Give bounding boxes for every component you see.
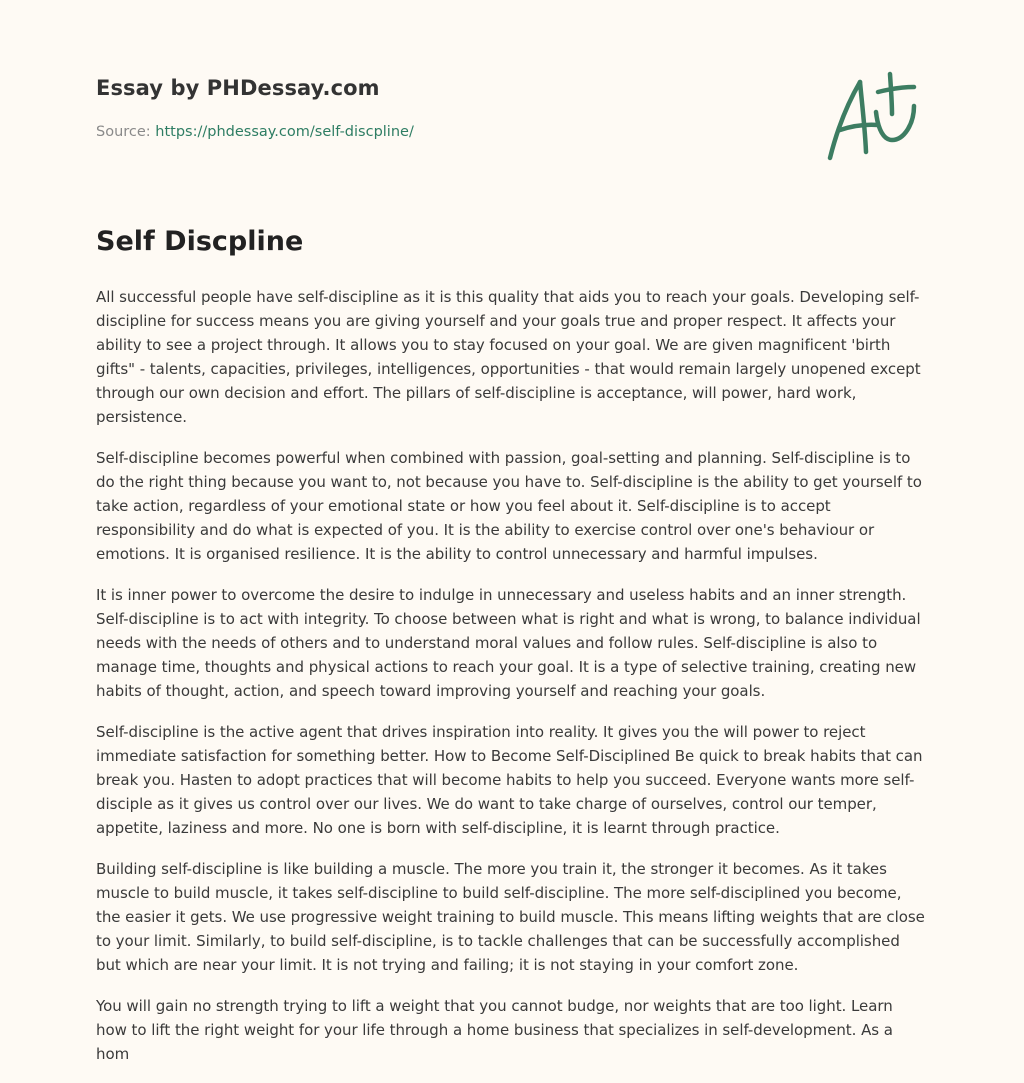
source-link[interactable]: https://phdessay.com/self-discpline/ xyxy=(155,124,414,140)
site-title: Essay by PHDessay.com xyxy=(96,76,380,100)
essay-body xyxy=(96,285,928,1083)
logo-plus-vertical xyxy=(890,74,892,114)
essay-title: Self Discpline xyxy=(96,226,304,257)
essay-paragraph-1: All successful people have self-discipline as it is this quality that aids you to reach your goals. Developing self-discipline for success means you are giving yourself and your goals true and proper respect. It affects your ability to see a project through. It allows you to stay focused on your goal. We are given magnificent 'birth gifts" - talents, capacities, privileges, intelligences, opportunities - that would remain largely unopened except through our own decision and effort. The pillars of self-discipline is acceptance, will power, hard work, persistence. xyxy=(96,288,921,426)
essay-paragraph-2: Self-discipline becomes powerful when combined with passion, goal-setting and planning. Self-discipline is to do the right thing because you want to, not because you have to. Self-discipline is the ability to get yourself to take action, regardless of your emotional state or how you feel about it. Self-discipline is to accept responsibility and do what is expected of you. It is the ability to exercise control over one's behaviour or emotions. It is organised resilience. It is the ability to control unnecessary and harmful impulses. xyxy=(96,449,922,563)
logo-a-left-stroke xyxy=(830,82,860,158)
essay-paragraph-6: You will gain no strength trying to lift a weight that you cannot budge, nor weights that are too light. Learn how to lift the right weight for your life through a home business that specializes in self-development. As a hom xyxy=(96,997,893,1063)
essay-paragraph-4: Self-discipline is the active agent that drives inspiration into reality. It gives you the will power to reject immediate satisfaction for something better. How to Become Self-Disciplined Be quick to break habits that can break you. Hasten to adopt practices that will become habits to help you succeed. Everyone wants more self-disciple as it gives us control over our lives. We do want to take charge of ourselves, control our temper, appetite, laziness and more. No one is born with self-discipline, it is learnt through practice. xyxy=(96,723,923,837)
logo-check-swirl xyxy=(876,106,914,140)
logo-a-crossbar xyxy=(840,125,878,130)
source-line xyxy=(96,124,414,140)
logo-plus-horizontal xyxy=(878,87,914,92)
a-plus-logo-icon xyxy=(826,68,926,164)
logo-a-right-stroke xyxy=(860,82,866,152)
essay-paragraph-5: Building self-discipline is like building a muscle. The more you train it, the stronger it becomes. As it takes muscle to build muscle, it takes self-discipline to build self-discipline. The more self-disciplined you become, the easier it gets. We use progressive weight training to build muscle. This means lifting weights that are close to your limit. Similarly, to build self-discipline, is to tackle challenges that can be successfully accomplished but which are near your limit. It is not trying and failing; it is not staying in your comfort zone. xyxy=(96,860,925,974)
essay-paragraph-3: It is inner power to overcome the desire to indulge in unnecessary and useless habits and an inner strength. Self-discipline is to act with integrity. To choose between what is right and what is wrong, to balance individual needs with the needs of others and to understand moral values and follow rules. Self-discipline is also to manage time, thoughts and physical actions to reach your goal. It is a type of selective training, creating new habits of thought, action, and speech toward improving yourself and reaching your goals. xyxy=(96,586,921,700)
source-label: Source: xyxy=(96,124,151,140)
